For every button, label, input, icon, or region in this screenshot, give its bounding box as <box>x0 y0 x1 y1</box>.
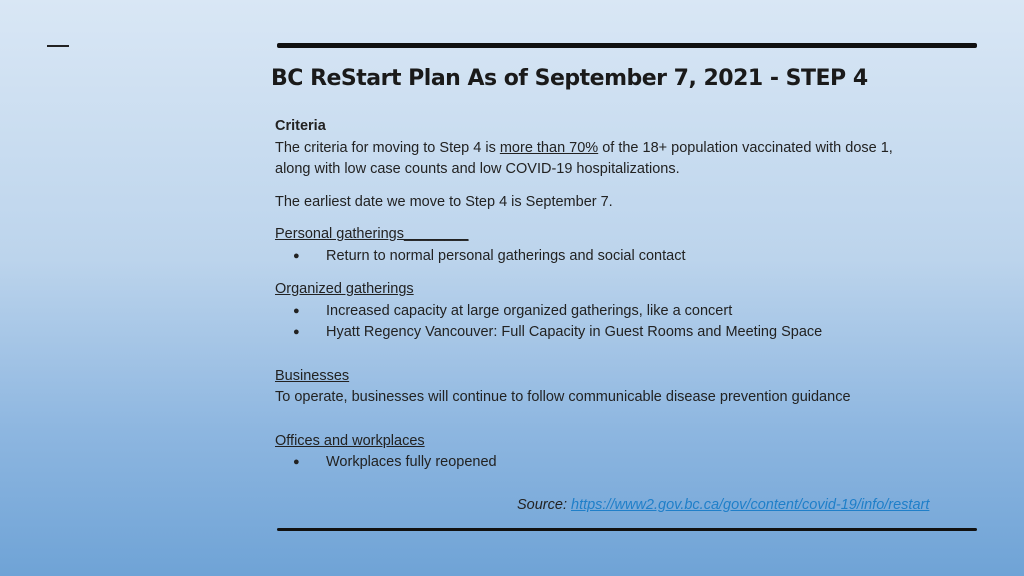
list-item <box>275 301 975 323</box>
bottom-rule <box>277 528 977 531</box>
criteria-heading: Criteria <box>275 118 326 134</box>
organized-gatherings-list <box>275 301 975 344</box>
businesses-text: To operate, businesses will continue to follow communicable disease prevention guidance <box>275 389 851 405</box>
bullet-icon: ● <box>293 249 300 262</box>
source-link[interactable]: https://www2.gov.bc.ca/gov/content/covid-19/info/restart <box>571 497 930 513</box>
businesses-heading: Businesses <box>275 367 350 384</box>
top-rule <box>277 43 977 48</box>
list-item <box>275 322 975 344</box>
offices-list <box>275 452 975 474</box>
criteria-text-start: The criteria for moving to Step 4 is <box>275 139 500 156</box>
list-item <box>275 452 975 474</box>
offices-heading: Offices and workplaces <box>275 432 425 449</box>
criteria-text-line2: along with low case counts and low COVID-19 hospitalizations. <box>275 161 680 177</box>
criteria-threshold: more than 70% <box>499 139 599 156</box>
organized-gatherings-heading: Organized gatherings <box>275 281 414 297</box>
personal-gatherings-list <box>275 246 975 268</box>
source-citation <box>517 497 929 513</box>
list-item-text: Increased capacity at large organized gatherings, like a concert <box>326 302 733 319</box>
list-item-text: Workplaces fully reopened <box>326 454 497 470</box>
slide-title: BC ReStart Plan As of September 7, 2021 - STEP 4 <box>271 66 868 91</box>
criteria-text <box>275 138 975 160</box>
list-item <box>275 246 975 268</box>
criteria-text-end: of the 18+ population vaccinated with dose 1, <box>598 139 893 156</box>
personal-gatherings-heading: Personal gatherings________ <box>275 226 469 242</box>
list-item-text: Return to normal personal gatherings and social contact <box>326 247 686 264</box>
decorative-dash <box>47 45 69 47</box>
bullet-icon: ● <box>293 304 300 317</box>
bullet-icon: ● <box>293 456 300 468</box>
list-item-text: Hyatt Regency Vancouver: Full Capacity in Guest Rooms and Meeting Space <box>326 324 823 340</box>
slide-content <box>275 116 975 474</box>
bullet-icon: ● <box>293 326 300 338</box>
source-label: Source: <box>517 497 571 513</box>
earliest-date-text: The earliest date we move to Step 4 is September 7. <box>275 193 613 210</box>
